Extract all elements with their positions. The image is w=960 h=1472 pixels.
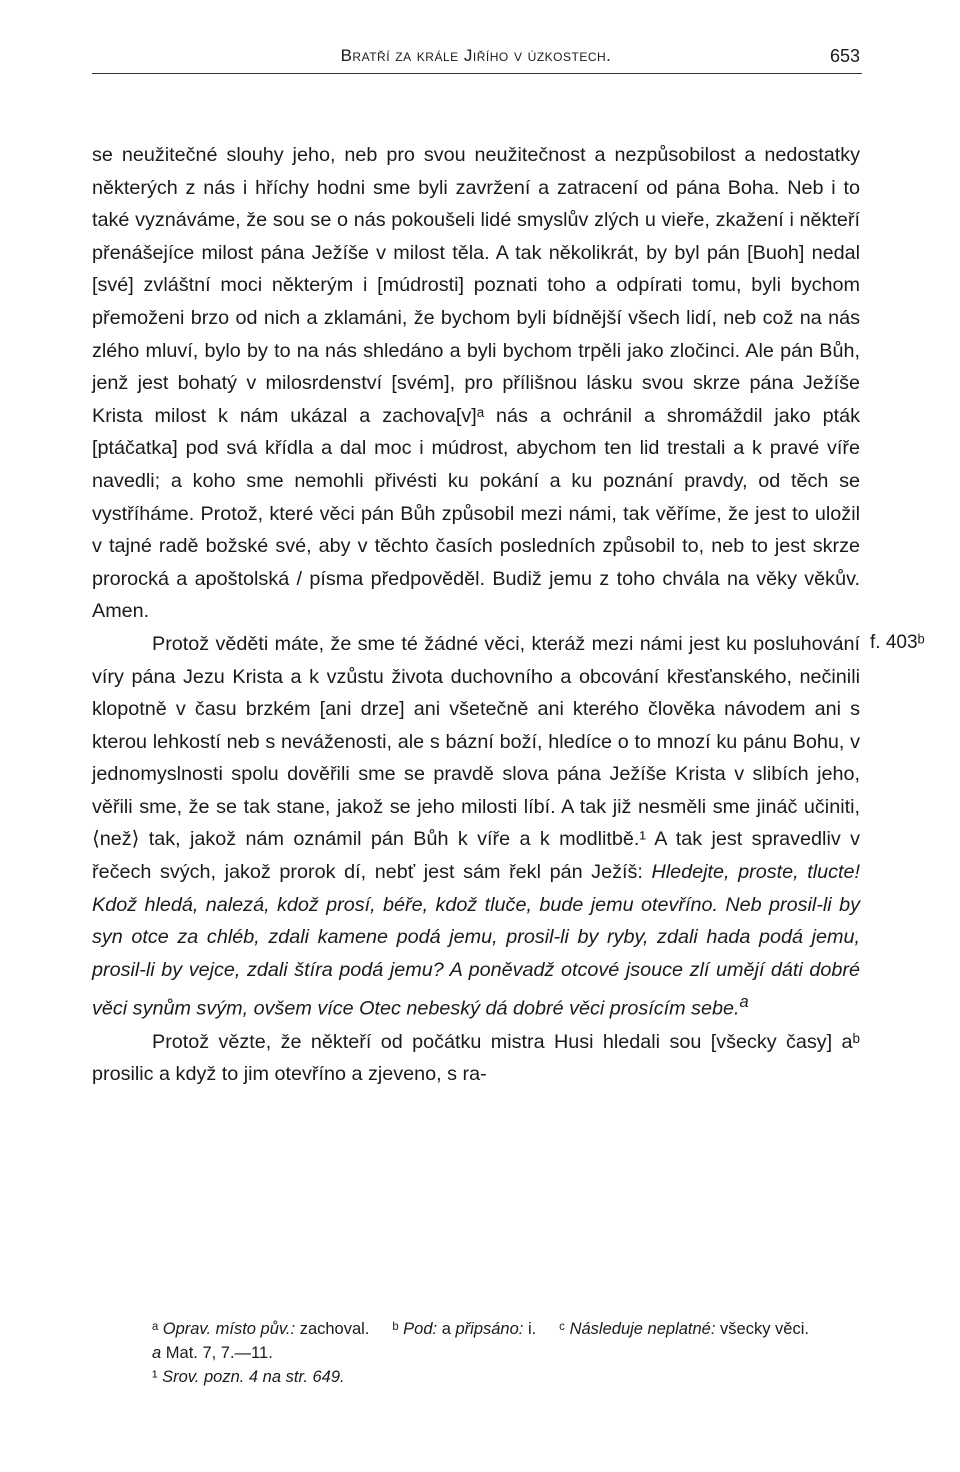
footnotes <box>92 1317 860 1389</box>
paragraph-1: se neužitečné slouhy jeho, neb pro svou neužitečnost a nezpůsobilost a nedostatky některých z nás i hříchy hodni sme byli zavržení a zatracení od pána Boha. Neb i to také vyznáváme, že sou se o nás pokoušeli lidé smyslův zlých u vieře, zkažení i někteří přenášejíce milost pána Ježíše v milost těla. A tak několikrát, by byl pán [Buoh] nedal [své] zvláštní moci některým i [múdrosti] poznati toho a odpírati tomu, byli bychom přemoženi brzo od nich a zklamáni, že bychom byli bídnější všech lidí, neb což na nás zlého mluví, bylo by to na nás shledáno a byli bychom trpěli jako zločinci. Ale pán Bůh, jenž jest bohatý v milosrdenství [svém], pro přílišnou lásku svou skrze pána Ježíše Krista milost k nám ukázal a zachova[v]ᵃ nás a ochránil a shromáždil jako pták [ptáčatka] pod svá křídla a dal moc i múdrost, abychom ten lid trestali a k pravé víře navedli; a koho sme nemohli přivésti ku pokání a ku poznání pravdy, od těch se vystříháme. Protož, které věci pán Bůh způsobil mezi námi, tak věříme, že jest to uložil v tajné radě božské své, aby v těchto časích posledních způsobil to, neb to jest skrze prorocká a apoštolská / písma předpověděl. Budiž jemu z toho chvála na věky věkův. Amen. <box>92 144 860 623</box>
footnote-c-label: Následuje neplatné: <box>569 1320 716 1338</box>
running-title: Bratří za krále Jiřího v úzkostech. <box>340 46 612 65</box>
paragraph-3: Protož vězte, že někteří od počátku mistra Husi hledali sou [všecky časy] aᵇ prosilic a když to jim otevříno a zjeveno, s ra- <box>92 1030 860 1086</box>
page-number: 653 <box>829 46 860 66</box>
running-header <box>92 40 860 70</box>
footnote-abc <box>92 1317 860 1341</box>
bible-quote: Hledejte, proste, tlucte! Kdož hledá, nalezá, kdož prosí, béře, kdož tluče, bude jemu otevříno. Neb prosil-li by syn otce za chléb, zdali kamene podá jemu, prosil-li by ryby, zdali hada podá jemu, prosil-li by vejce, zdali štíra podá jemu? A poněvadž otcové jsouce zlí umějí dáti dobré věci synům svým, ovšem více Otec nebeský dá dobré věci prosícím sebe. <box>92 861 860 1021</box>
footnote-a-mark: ᵃ <box>152 1320 159 1338</box>
footnote-a-text: zachoval. <box>299 1320 370 1338</box>
quote-footnote-mark: a <box>739 993 749 1012</box>
footnote-alpha-mark: a <box>152 1344 162 1362</box>
footnote-1 <box>92 1365 860 1389</box>
folio-margin-note: f. 403ᵇ <box>870 632 925 653</box>
header-rule <box>92 73 862 74</box>
footnote-b-text2: i. <box>527 1320 537 1338</box>
paragraph-2-text: Protož věděti máte, že sme té žádné věci, kteráž mezi námi jest ku posluhování víry pána Jezu Krista a k vzůstu života duchovního a obcování křesťanského, nečinili klopotně v času brzkém [ani drze] ani všetečně ani kterého člověka návodem ani s kterou lehkostí neb s neváženosti, ale s bázní boží, hledíce o to mnozí ku pánu Bohu, v jednomyslnosti spolu dověřili sme se pravdě slova pána Ježíše Krista v slibích jeho, věřili sme, že se tak stane, jakož se jeho milosti líbí. A tak již nesměli sme jináč učiniti, ⟨než⟩ tak, jakož nám oznámil pán Bůh k víře a k modlitbě.¹ A tak jest spravedliv v řečech svých, jakož prorok dí, nebť jest sám řekl pán Ježíš: <box>92 632 860 884</box>
footnote-b-text: a <box>441 1320 451 1338</box>
footnote-a-label: Oprav. místo pův.: <box>162 1320 296 1338</box>
footnote-b-label2: připsáno: <box>455 1320 524 1338</box>
footnote-c-text: všecky věci. <box>720 1320 809 1338</box>
footnote-c-mark: ᶜ <box>559 1320 565 1338</box>
footnote-alpha <box>92 1341 860 1365</box>
footnote-b-mark: ᵇ <box>392 1320 399 1338</box>
footnote-1-mark: ¹ <box>152 1368 158 1386</box>
main-text <box>92 139 860 1091</box>
footnote-1-text: Srov. pozn. 4 na str. 649. <box>162 1368 345 1386</box>
footnote-b-label: Pod: <box>403 1320 438 1338</box>
paragraph-2 <box>92 628 860 1026</box>
footnote-alpha-text: Mat. 7, 7.—11. <box>165 1344 273 1362</box>
